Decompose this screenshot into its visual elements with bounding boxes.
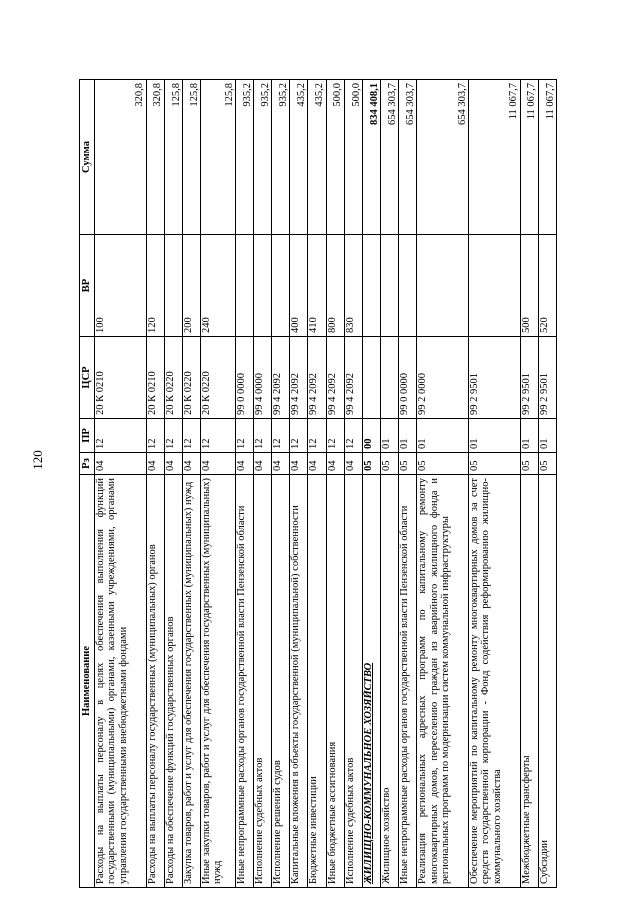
table-row — [235, 80, 253, 888]
cell-csr: 99 0 0000 — [399, 337, 417, 419]
cell-csr: 99 2 9501 — [520, 337, 538, 419]
cell-rz: 04 — [290, 453, 308, 475]
table-row — [95, 80, 147, 888]
cell-name: Расходы на выплаты персоналу государственных (муниципальных) органов — [146, 475, 164, 888]
cell-csr — [381, 337, 399, 419]
cell-pr: 01 — [468, 419, 520, 453]
cell-sum: 11 067,7 — [520, 80, 538, 235]
cell-name: Исполнение судебных актов — [344, 475, 362, 888]
cell-sum: 654 303,7 — [381, 80, 399, 235]
header-csr: ЦСР — [80, 337, 95, 419]
table-row — [290, 80, 308, 888]
cell-csr: 99 2 9501 — [538, 337, 556, 419]
cell-rz: 04 — [201, 453, 236, 475]
cell-vr: 200 — [182, 235, 200, 337]
cell-vr: 120 — [146, 235, 164, 337]
cell-csr: 99 2 9501 — [468, 337, 520, 419]
table-row — [254, 80, 272, 888]
cell-rz: 04 — [164, 453, 182, 475]
cell-vr: 100 — [95, 235, 147, 337]
cell-vr — [362, 235, 380, 337]
cell-rz: 04 — [254, 453, 272, 475]
cell-csr: 99 2 0000 — [417, 337, 469, 419]
cell-pr: 12 — [272, 419, 290, 453]
cell-pr: 12 — [308, 419, 326, 453]
budget-table-rotated — [79, 80, 557, 888]
budget-table — [79, 79, 557, 888]
cell-rz: 05 — [520, 453, 538, 475]
cell-pr: 12 — [235, 419, 253, 453]
cell-pr: 12 — [254, 419, 272, 453]
cell-vr — [164, 235, 182, 337]
table-row — [326, 80, 344, 888]
cell-csr: 20 К 0220 — [164, 337, 182, 419]
table-row — [520, 80, 538, 888]
table-body — [95, 80, 557, 888]
cell-pr: 12 — [182, 419, 200, 453]
cell-csr: 99 4 2092 — [326, 337, 344, 419]
cell-vr: 500 — [520, 235, 538, 337]
cell-name: ЖИЛИЩНО-КОММУНАЛЬНОЕ ХОЗЯЙСТВО — [362, 475, 380, 888]
table-row — [182, 80, 200, 888]
cell-csr — [362, 337, 380, 419]
cell-sum: 11 067,7 — [468, 80, 520, 235]
table-row — [417, 80, 469, 888]
cell-sum: 834 408,1 — [362, 80, 380, 235]
cell-vr — [235, 235, 253, 337]
cell-sum: 125,8 — [182, 80, 200, 235]
cell-sum: 435,2 — [308, 80, 326, 235]
cell-sum: 935,2 — [254, 80, 272, 235]
cell-rz: 05 — [417, 453, 469, 475]
cell-name: Закупка товаров, работ и услуг для обеспечения государственных (муниципальных) нужд — [182, 475, 200, 888]
cell-vr: 400 — [290, 235, 308, 337]
cell-vr — [254, 235, 272, 337]
cell-pr: 12 — [146, 419, 164, 453]
cell-sum: 320,8 — [95, 80, 147, 235]
cell-csr: 99 4 2092 — [308, 337, 326, 419]
cell-pr: 01 — [417, 419, 469, 453]
table-row — [344, 80, 362, 888]
table-row — [272, 80, 290, 888]
cell-sum: 654 303,7 — [399, 80, 417, 235]
table-row — [538, 80, 556, 888]
cell-sum: 125,8 — [201, 80, 236, 235]
cell-csr: 99 4 2092 — [272, 337, 290, 419]
cell-rz: 04 — [95, 453, 147, 475]
header-vr: ВР — [80, 235, 95, 337]
table-row — [146, 80, 164, 888]
cell-name: Иные непрограммные расходы органов государственной власти Пензенской области — [235, 475, 253, 888]
cell-vr — [468, 235, 520, 337]
cell-pr: 01 — [538, 419, 556, 453]
header-name: Наименование — [80, 475, 95, 888]
cell-pr: 12 — [164, 419, 182, 453]
page-number: 120 — [30, 450, 45, 470]
cell-sum: 654 303,7 — [417, 80, 469, 235]
cell-vr — [417, 235, 469, 337]
cell-csr: 99 4 2092 — [344, 337, 362, 419]
cell-sum: 11 067,7 — [538, 80, 556, 235]
cell-rz: 04 — [344, 453, 362, 475]
cell-pr: 01 — [381, 419, 399, 453]
cell-rz: 05 — [381, 453, 399, 475]
header-rz: Рз — [80, 453, 95, 475]
cell-name: Реализация региональных адресных программ по капитальному ремонту многоквартирных домов, переселению граждан из аварийного жилищного фонда и региональных программ по модернизации систем коммунальной инфраструктуры — [417, 475, 469, 888]
cell-pr: 12 — [290, 419, 308, 453]
cell-csr: 20 К 0210 — [146, 337, 164, 419]
table-row — [381, 80, 399, 888]
cell-name: Бюджетные инвестиции — [308, 475, 326, 888]
cell-vr — [381, 235, 399, 337]
cell-rz: 04 — [182, 453, 200, 475]
cell-vr — [399, 235, 417, 337]
cell-csr: 20 К 0220 — [201, 337, 236, 419]
cell-rz: 04 — [326, 453, 344, 475]
cell-name: Расходы на выплаты персоналу в целях обеспечения выполнения функций государственными (муниципальными) органами, казенными учреждениями, органами управления государственными внебюджетными фондами — [95, 475, 147, 888]
cell-pr: 12 — [326, 419, 344, 453]
header-sum: Сумма — [80, 80, 95, 235]
cell-pr: 12 — [95, 419, 147, 453]
cell-name: Межбюджетные трансферты — [520, 475, 538, 888]
cell-sum: 500,0 — [326, 80, 344, 235]
cell-vr — [272, 235, 290, 337]
cell-name: Исполнение решений судов — [272, 475, 290, 888]
table-row — [201, 80, 236, 888]
cell-vr: 410 — [308, 235, 326, 337]
table-header-row — [80, 80, 95, 888]
cell-name: Обеспечение мероприятий по капитальному ремонту многоквартирных домов за счет средств государственной корпорации - Фонд содействия реформированию жилищно-коммунального хозяйства — [468, 475, 520, 888]
cell-csr: 99 0 0000 — [235, 337, 253, 419]
cell-rz: 04 — [235, 453, 253, 475]
cell-sum: 935,2 — [272, 80, 290, 235]
cell-pr: 01 — [399, 419, 417, 453]
cell-sum: 125,8 — [164, 80, 182, 235]
cell-rz: 05 — [362, 453, 380, 475]
header-pr: ПР — [80, 419, 95, 453]
cell-pr: 12 — [344, 419, 362, 453]
table-row — [308, 80, 326, 888]
cell-rz: 05 — [538, 453, 556, 475]
cell-name: Жилищное хозяйство — [381, 475, 399, 888]
cell-vr: 520 — [538, 235, 556, 337]
cell-vr: 240 — [201, 235, 236, 337]
cell-rz: 04 — [146, 453, 164, 475]
cell-name: Капитальные вложения в объекты государственной (муниципальной) собственности — [290, 475, 308, 888]
cell-csr: 99 4 2092 — [290, 337, 308, 419]
cell-rz: 05 — [468, 453, 520, 475]
cell-pr: 00 — [362, 419, 380, 453]
table-row — [362, 80, 380, 888]
table-row — [399, 80, 417, 888]
cell-sum: 320,8 — [146, 80, 164, 235]
cell-pr: 01 — [520, 419, 538, 453]
table-row — [164, 80, 182, 888]
cell-sum: 935,2 — [235, 80, 253, 235]
cell-sum: 500,0 — [344, 80, 362, 235]
cell-rz: 04 — [272, 453, 290, 475]
cell-csr: 20 К 0220 — [182, 337, 200, 419]
cell-name: Иные закупки товаров, работ и услуг для обеспечения государственных (муниципальных) нужд — [201, 475, 236, 888]
cell-rz: 05 — [399, 453, 417, 475]
cell-sum: 435,2 — [290, 80, 308, 235]
cell-name: Исполнение судебных актов — [254, 475, 272, 888]
cell-name: Расходы на обеспечение функций государственных органов — [164, 475, 182, 888]
cell-vr: 800 — [326, 235, 344, 337]
cell-rz: 04 — [308, 453, 326, 475]
table-row — [468, 80, 520, 888]
cell-pr: 12 — [201, 419, 236, 453]
cell-name: Субсидии — [538, 475, 556, 888]
cell-vr: 830 — [344, 235, 362, 337]
cell-csr: 99 4 0000 — [254, 337, 272, 419]
cell-csr: 20 К 0210 — [95, 337, 147, 419]
cell-name: Иные бюджетные ассигнования — [326, 475, 344, 888]
cell-name: Иные непрограммные расходы органов государственной власти Пензенской области — [399, 475, 417, 888]
